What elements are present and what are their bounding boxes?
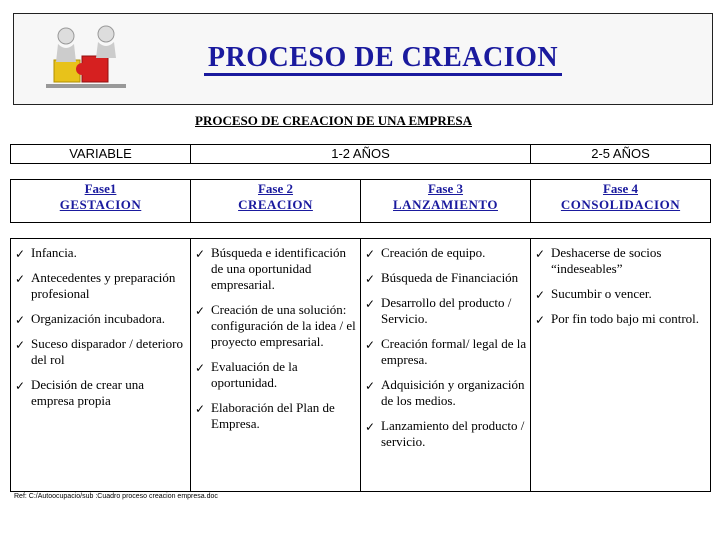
checkmark-icon: ✓ — [365, 420, 376, 434]
list-item — [365, 336, 528, 368]
list-item-text: Por fin todo bajo mi control. — [551, 311, 700, 326]
subtitle: PROCESO DE CREACION DE UNA EMPRESA — [195, 113, 472, 128]
list-item-text: Creación de una solución: configuración de la idea / el proyecto empresarial. — [211, 302, 356, 349]
checkmark-icon: ✓ — [195, 247, 206, 261]
checkmark-icon: ✓ — [15, 338, 26, 352]
list-item-text: Creación de equipo. — [381, 245, 486, 260]
list-item — [365, 418, 528, 450]
phase-4-items — [531, 239, 711, 492]
checkmark-icon: ✓ — [15, 313, 26, 327]
list-item — [195, 400, 358, 432]
list-item — [195, 302, 358, 350]
list-item-text: Adquisición y organización de los medios. — [381, 377, 525, 408]
list-item — [365, 377, 528, 409]
list-item-text: Antecedentes y preparación profesional — [31, 270, 176, 301]
phase-3-header — [361, 180, 531, 223]
list-item-text: Decisión de crear una empresa propia — [31, 377, 144, 408]
list-item — [365, 270, 528, 286]
list-item — [535, 286, 708, 302]
checkmark-icon: ✓ — [535, 313, 546, 327]
phase-label: Fase1 — [84, 181, 117, 196]
checkmark-icon: ✓ — [15, 272, 26, 286]
list-item-text: Infancia. — [31, 245, 77, 260]
duration-1-2: 1-2 AÑOS — [191, 145, 531, 164]
checkmark-icon: ✓ — [15, 247, 26, 261]
duration-row — [10, 144, 711, 164]
checkmark-icon: ✓ — [535, 288, 546, 302]
phase-header-row — [10, 179, 711, 223]
phase-name: CREACION — [238, 197, 313, 212]
duration-2-5: 2-5 AÑOS — [531, 145, 711, 164]
file-reference: Ref: C:/Autoocupacio/sub :Cuadro proceso creacion empresa.doc — [14, 493, 218, 500]
list-item — [535, 245, 708, 277]
checkmark-icon: ✓ — [535, 247, 546, 261]
list-item — [15, 245, 188, 261]
list-item — [15, 377, 188, 409]
checkmark-icon: ✓ — [195, 304, 206, 318]
phase-content-row — [10, 238, 711, 492]
checkmark-icon: ✓ — [365, 247, 376, 261]
list-item — [365, 295, 528, 327]
list-item — [195, 359, 358, 391]
phase-label: Fase 3 — [427, 181, 464, 196]
duration-variable: VARIABLE — [11, 145, 191, 164]
list-item-text: Sucumbir o vencer. — [551, 286, 652, 301]
checkmark-icon: ✓ — [365, 338, 376, 352]
checkmark-icon: ✓ — [365, 379, 376, 393]
phase-4-header — [531, 180, 711, 223]
list-item-text: Búsqueda e identificación de una oportunidad empresarial. — [211, 245, 347, 292]
list-item — [15, 270, 188, 302]
phase-name: LANZAMIENTO — [393, 197, 498, 212]
phase-2-items — [191, 239, 361, 492]
list-item — [15, 311, 188, 327]
page-title: PROCESO DE CREACION — [204, 42, 562, 76]
checkmark-icon: ✓ — [195, 402, 206, 416]
checkmark-icon: ✓ — [365, 297, 376, 311]
list-item-text: Creación formal/ legal de la empresa. — [381, 336, 527, 367]
list-item-text: Elaboración del Plan de Empresa. — [211, 400, 335, 431]
list-item — [365, 245, 528, 261]
checkmark-icon: ✓ — [195, 361, 206, 375]
list-item-text: Organización incubadora. — [31, 311, 166, 326]
checkmark-icon: ✓ — [15, 379, 26, 393]
phase-name: GESTACION — [59, 197, 142, 212]
phase-3-items — [361, 239, 531, 492]
phase-1-items — [11, 239, 191, 492]
list-item-text: Deshacerse de socios “indeseables” — [551, 245, 662, 276]
list-item-text: Suceso disparador / deterioro del rol — [31, 336, 183, 367]
list-item-text: Búsqueda de Financiación — [381, 270, 519, 285]
checkmark-icon: ✓ — [365, 272, 376, 286]
list-item — [15, 336, 188, 368]
list-item-text: Evaluación de la oportunidad. — [211, 359, 298, 390]
title-banner — [13, 13, 713, 105]
phase-2-header — [191, 180, 361, 223]
list-item — [195, 245, 358, 293]
list-item — [535, 311, 708, 327]
phase-name: CONSOLIDACION — [560, 197, 681, 212]
list-item-text: Desarrollo del producto / Servicio. — [381, 295, 512, 326]
list-item-text: Lanzamiento del producto / servicio. — [381, 418, 525, 449]
phase-1-header — [11, 180, 191, 223]
phase-label: Fase 2 — [257, 181, 294, 196]
phase-label: Fase 4 — [602, 181, 639, 196]
